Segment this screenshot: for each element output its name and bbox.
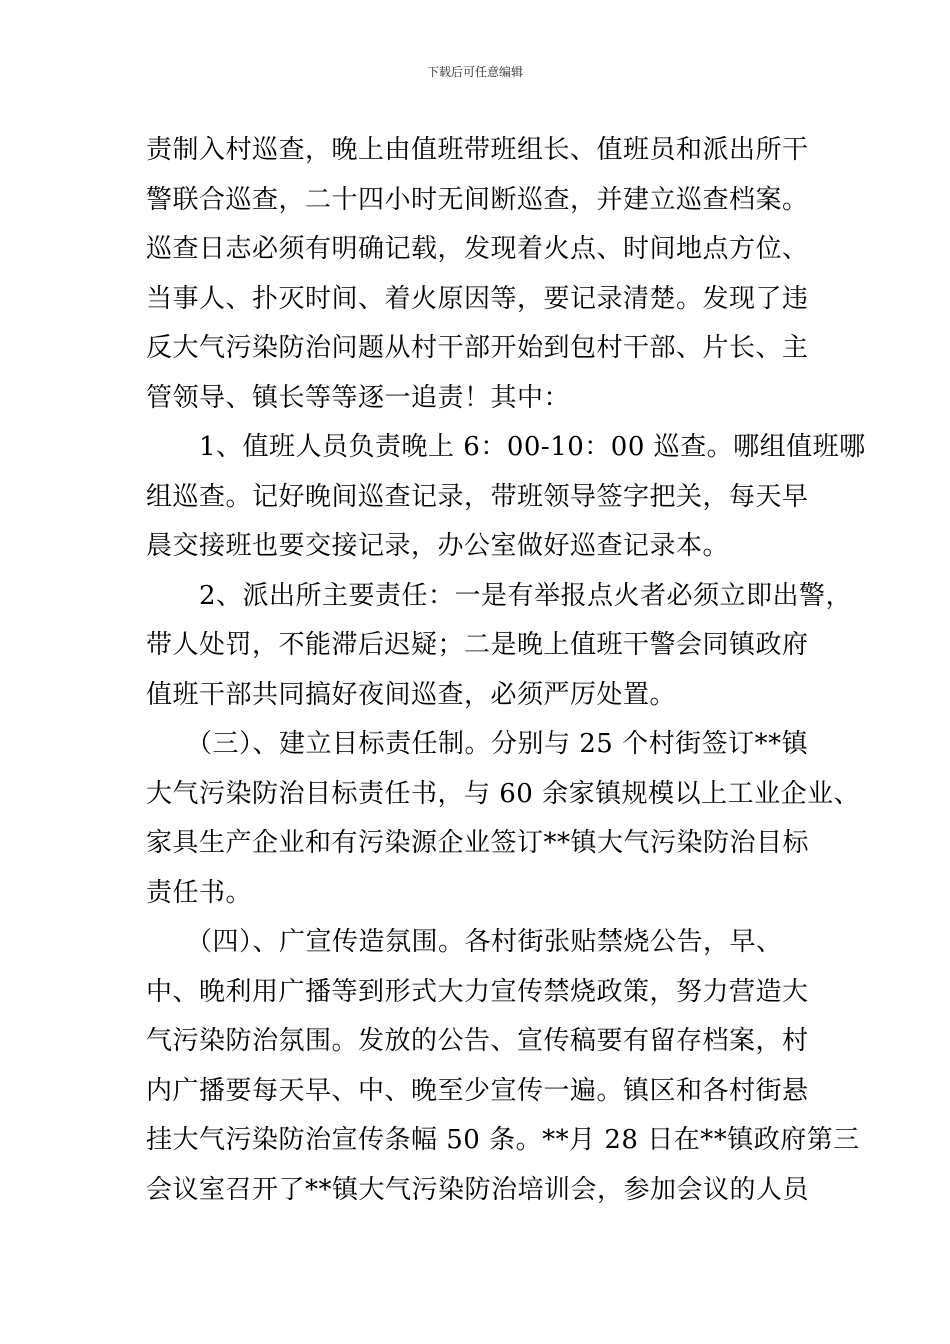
text-line: 组巡查。记好晚间巡查记录，带班领导签字把关，每天早 (146, 481, 809, 512)
text-line: 会议室召开了**镇大气污染防治培训会，参加会议的人员 (146, 1174, 810, 1205)
text-line: （三）、建立目标责任制。分别与 25 个村街签订**镇 (146, 729, 809, 759)
text-line: 大气污染防治目标责任书，与 60 余家镇规模以上工业企业、 (146, 778, 861, 809)
text-line: 挂大气污染防治宣传条幅 50 条。**月 28 日在**镇政府第三 (146, 1125, 860, 1155)
text-line: 管领导、镇长等等逐一追责！其中： (146, 382, 571, 413)
text-line: 1、值班人员负责晚上 6：00-10：00 巡查。哪组值班哪 (146, 432, 866, 462)
text-line: 气污染防治氛围。发放的公告、宣传稿要有留存档案，村 (146, 1026, 809, 1056)
text-line: （四）、广宣传造氛围。各村街张贴禁烧公告，早、 (146, 927, 783, 957)
text-line: 2、派出所主要责任：一是有举报点火者必须立即出警， (146, 580, 853, 611)
text-line: 内广播要每天早、中、晚至少宣传一遍。镇区和各村街悬 (146, 1075, 809, 1106)
text-line: 带人处罚，不能滞后迟疑；二是晚上值班干警会同镇政府 (146, 630, 809, 660)
text-line: 责制入村巡查，晚上由值班带班组长、值班员和派出所干 (146, 135, 809, 165)
text-line: 当事人、扑灭时间、着火原因等，要记录清楚。发现了违 (146, 283, 809, 314)
text-line: 晨交接班也要交接记录，办公室做好巡查记录本。 (146, 531, 730, 561)
page-header: 下载后可任意编辑 (426, 65, 523, 79)
text-line: 反大气污染防治问题从村干部开始到包村干部、片长、主 (146, 333, 809, 363)
text-line: 值班干部共同搞好夜间巡查，必须严厉处置。 (146, 679, 677, 710)
text-line: 家具生产企业和有污染源企业签订**镇大气污染防治目标 (146, 828, 810, 858)
text-line: 警联合巡查，二十四小时无间断巡查，并建立巡查档案。 (146, 184, 809, 215)
text-line: 巡查日志必须有明确记载，发现着火点、时间地点方位、 (146, 234, 809, 264)
text-line: 中、晚利用广播等到形式大力宣传禁烧政策，努力营造大 (146, 976, 809, 1007)
document-body (146, 126, 866, 1215)
text-line: 责任书。 (146, 877, 253, 908)
